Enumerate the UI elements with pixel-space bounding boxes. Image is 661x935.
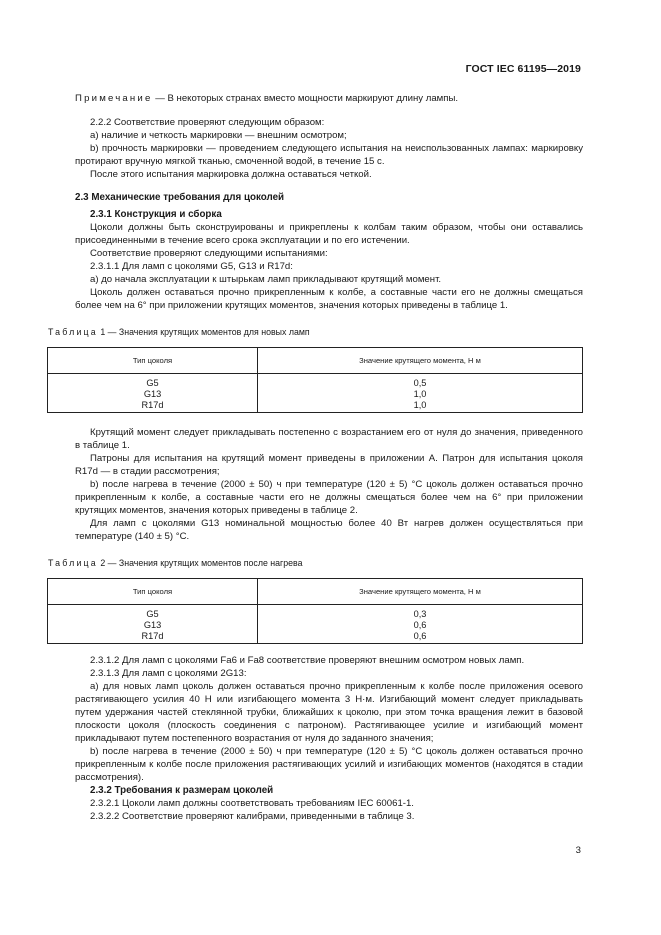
table-header-row bbox=[48, 579, 583, 605]
cell-torque: 1,0 bbox=[258, 400, 583, 413]
paragraph: b) после нагрева в течение (2000 ± 50) ч при температуре (120 ± 5) °С цоколь должен оставаться прочно прикрепленным к колбе, а составные части его не должны смещаться более чем на 6° при приложении крутящих моментов, значения которых приведены в таблице 2. bbox=[75, 479, 583, 516]
cell-base-type: G13 bbox=[48, 620, 258, 631]
table-2 bbox=[47, 578, 583, 644]
table-label: Таблица bbox=[48, 327, 98, 337]
cell-base-type: R17d bbox=[48, 400, 258, 413]
table-1-caption bbox=[48, 326, 583, 339]
standard-header: ГОСТ IEC 61195—2019 bbox=[465, 63, 581, 75]
table-row bbox=[48, 620, 583, 631]
clause-2-3-1-1: 2.3.1.1 Для ламп с цоколями G5, G13 и R17d: bbox=[90, 261, 293, 272]
clause-2-2-2: 2.2.2 Соответствие проверяют следующим образом: bbox=[90, 117, 325, 128]
section-heading-2-3-1: 2.3.1 Конструкция и сборка bbox=[90, 209, 222, 220]
page-number: 3 bbox=[575, 845, 581, 856]
cell-torque: 0,6 bbox=[258, 631, 583, 644]
clause-2-2-2-b: b) прочность маркировки — проведением следующего испытания на неиспользованных лампах: маркировку протирают вручную мягкой тканью, смоченной водой, в течение 15 с. bbox=[75, 143, 583, 167]
cell-torque: 1,0 bbox=[258, 389, 583, 400]
column-header-torque: Значение крутящего момента, Н м bbox=[258, 579, 583, 605]
column-header-torque: Значение крутящего момента, Н м bbox=[258, 348, 583, 374]
paragraph: а) до начала эксплуатации к штырькам ламп прикладывают крутящий момент. bbox=[90, 274, 442, 285]
section-heading-2-3-2: 2.3.2 Требования к размерам цоколей bbox=[90, 785, 274, 796]
table-caption-text: 2 — Значения крутящих моментов после нагрева bbox=[97, 558, 303, 568]
cell-base-type: G5 bbox=[48, 605, 258, 621]
table-row bbox=[48, 631, 583, 644]
cell-torque: 0,6 bbox=[258, 620, 583, 631]
column-header-base-type: Тип цоколя bbox=[48, 579, 258, 605]
note-label: Примечание bbox=[75, 93, 153, 104]
table-row bbox=[48, 389, 583, 400]
clause-2-3-2-1: 2.3.2.1 Цоколи ламп должны соответствовать требованиям IEC 60061-1. bbox=[90, 798, 414, 809]
table-row bbox=[48, 374, 583, 390]
table-header-row bbox=[48, 348, 583, 374]
paragraph: Цоколь должен оставаться прочно прикрепленным к колбе, а составные части его не должны смещаться более чем на 6° при приложении крутящих моментов, значения которых приведены в таблице 1. bbox=[75, 287, 583, 311]
section-heading-2-3: 2.3 Механические требования для цоколей bbox=[75, 192, 285, 203]
paragraph: а) для новых ламп цоколь должен оставаться прочно прикрепленным к колбе после приложения осевого растягивающего усилия 40 Н или изгибающего момента 3 Н·м. Изгибающий момент следует прикладывать путем удержания частей стеклянной трубки, ближайших к цоколю, при этом точка вращения лежит в базовой плоскости цоколя (плоскость соединения с патроном). Растягивающее усилие и изгибающий момент прикладывают путем постепенного возрастания от нуля до заданного значения; bbox=[75, 681, 583, 744]
paragraph: Крутящий момент следует прикладывать постепенно с возрастанием его от нуля до значения, приведенного в таблице 1. bbox=[75, 427, 583, 451]
paragraph: b) после нагрева в течение (2000 ± 50) ч при температуре (120 ± 5) °С цоколь должен оставаться прочно прикрепленным к колбе после приложения растягивающих усилий и изгибающих моментов (находятся в стадии рассмотрения). bbox=[75, 746, 583, 783]
clause-2-3-2-2: 2.3.2.2 Соответствие проверяют калибрами, приведенными в таблице 3. bbox=[90, 811, 415, 822]
paragraph: Для ламп с цоколями G13 номинальной мощностью более 40 Вт нагрев должен осуществляться при температуре (140 ± 5) °С. bbox=[75, 518, 583, 542]
clause-2-3-1-3: 2.3.1.3 Для ламп с цоколями 2G13: bbox=[90, 668, 247, 679]
table-caption-text: 1 — Значения крутящих моментов для новых ламп bbox=[97, 327, 310, 337]
note-text: — В некоторых странах вместо мощности маркируют длину лампы. bbox=[152, 93, 459, 104]
cell-torque: 0,5 bbox=[258, 374, 583, 390]
column-header-base-type: Тип цоколя bbox=[48, 348, 258, 374]
table-row bbox=[48, 400, 583, 413]
table-1 bbox=[47, 347, 583, 413]
table-row bbox=[48, 605, 583, 621]
table-label: Таблица bbox=[48, 558, 98, 568]
cell-torque: 0,3 bbox=[258, 605, 583, 621]
clause-2-2-2-after: После этого испытания маркировка должна оставаться четкой. bbox=[90, 169, 372, 180]
clause-2-3-1-2: 2.3.1.2 Для ламп с цоколями Fa6 и Fa8 соответствие проверяют внешним осмотром новых ламп. bbox=[90, 655, 525, 666]
cell-base-type: G5 bbox=[48, 374, 258, 390]
clause-2-2-2-a: a) наличие и четкость маркировки — внешним осмотром; bbox=[90, 130, 347, 141]
page-content bbox=[48, 92, 583, 823]
table-2-caption bbox=[48, 557, 583, 570]
cell-base-type: R17d bbox=[48, 631, 258, 644]
paragraph: Патроны для испытания на крутящий момент приведены в приложении А. Патрон для испытания цоколя R17d — в стадии рассмотрения; bbox=[75, 453, 583, 477]
paragraph: Цоколи должны быть сконструированы и прикреплены к колбам таким образом, чтобы они оставались присоединенными в течение всего срока эксплуатации и по его истечении. bbox=[75, 222, 583, 246]
cell-base-type: G13 bbox=[48, 389, 258, 400]
note-paragraph bbox=[75, 92, 583, 105]
paragraph: Соответствие проверяют следующими испытаниями: bbox=[90, 248, 328, 259]
